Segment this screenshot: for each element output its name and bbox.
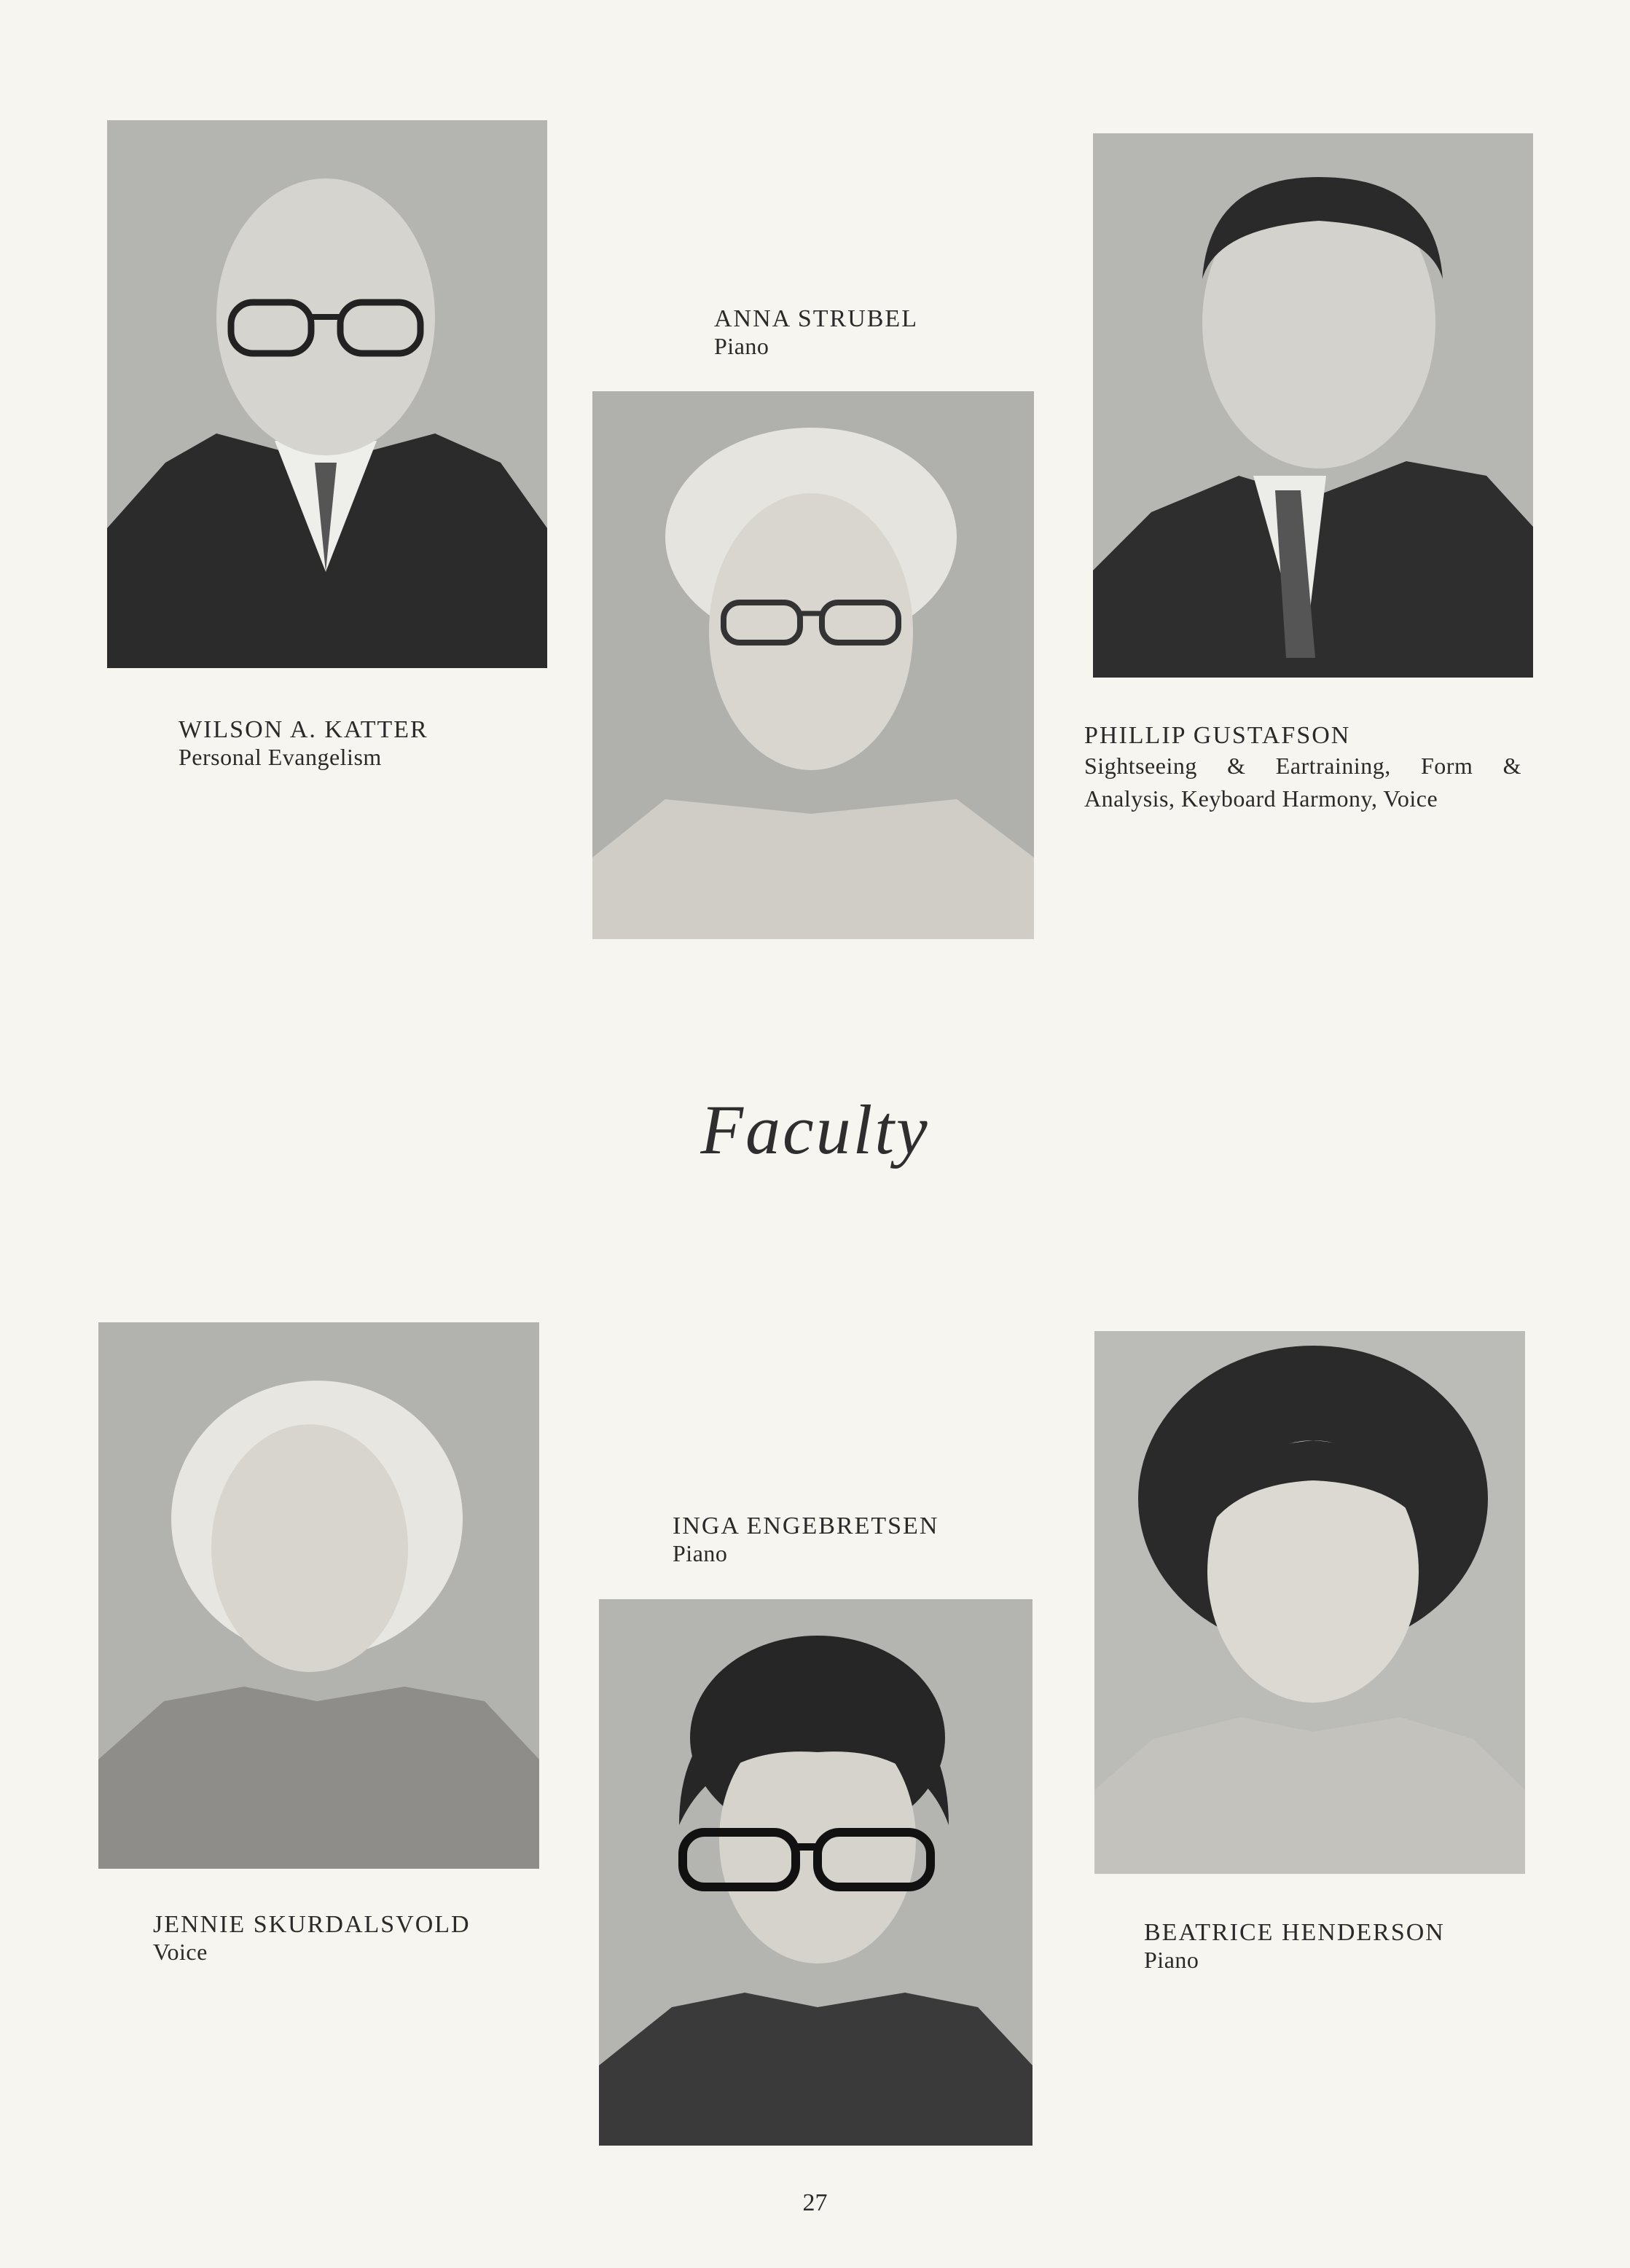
caption-beatrice-henderson — [1144, 1918, 1445, 1974]
faculty-name: JENNIE SKURDALSVOLD — [153, 1911, 471, 1938]
portrait-photo-wilson-katter — [107, 120, 547, 668]
faculty-name: BEATRICE HENDERSON — [1144, 1919, 1445, 1946]
faculty-name: ANNA STRUBEL — [714, 305, 918, 332]
portrait-photo-inga-engebretsen — [599, 1599, 1033, 2146]
caption-anna-strubel — [714, 305, 918, 360]
faculty-name: WILSON A. KATTER — [179, 716, 428, 743]
faculty-subject: Personal Evangelism — [179, 744, 382, 771]
faculty-subject: Sightseeing & Eartraining, Form & Analysis, Keyboard Harmony, Voice — [1084, 753, 1521, 812]
portrait-photo-phillip-gustafson — [1093, 133, 1533, 678]
caption-inga-engebretsen — [673, 1512, 939, 1567]
page-number: 27 — [802, 2189, 828, 2216]
faculty-name: PHILLIP GUSTAFSON — [1084, 722, 1351, 749]
portrait-photo-anna-strubel — [592, 391, 1034, 939]
caption-jennie-skurdalsvold — [153, 1910, 471, 1966]
caption-phillip-gustafson — [1084, 721, 1521, 815]
faculty-subject: Piano — [673, 1540, 728, 1567]
faculty-subject: Voice — [153, 1939, 208, 1966]
portrait-photo-jennie-skurdalsvold — [98, 1322, 539, 1869]
faculty-name: INGA ENGEBRETSEN — [673, 1512, 939, 1539]
caption-wilson-katter — [179, 715, 428, 771]
page-title: Faculty — [700, 1091, 930, 1169]
faculty-subject: Piano — [1144, 1947, 1199, 1974]
portrait-photo-beatrice-henderson — [1094, 1331, 1525, 1874]
faculty-subject: Piano — [714, 333, 769, 360]
